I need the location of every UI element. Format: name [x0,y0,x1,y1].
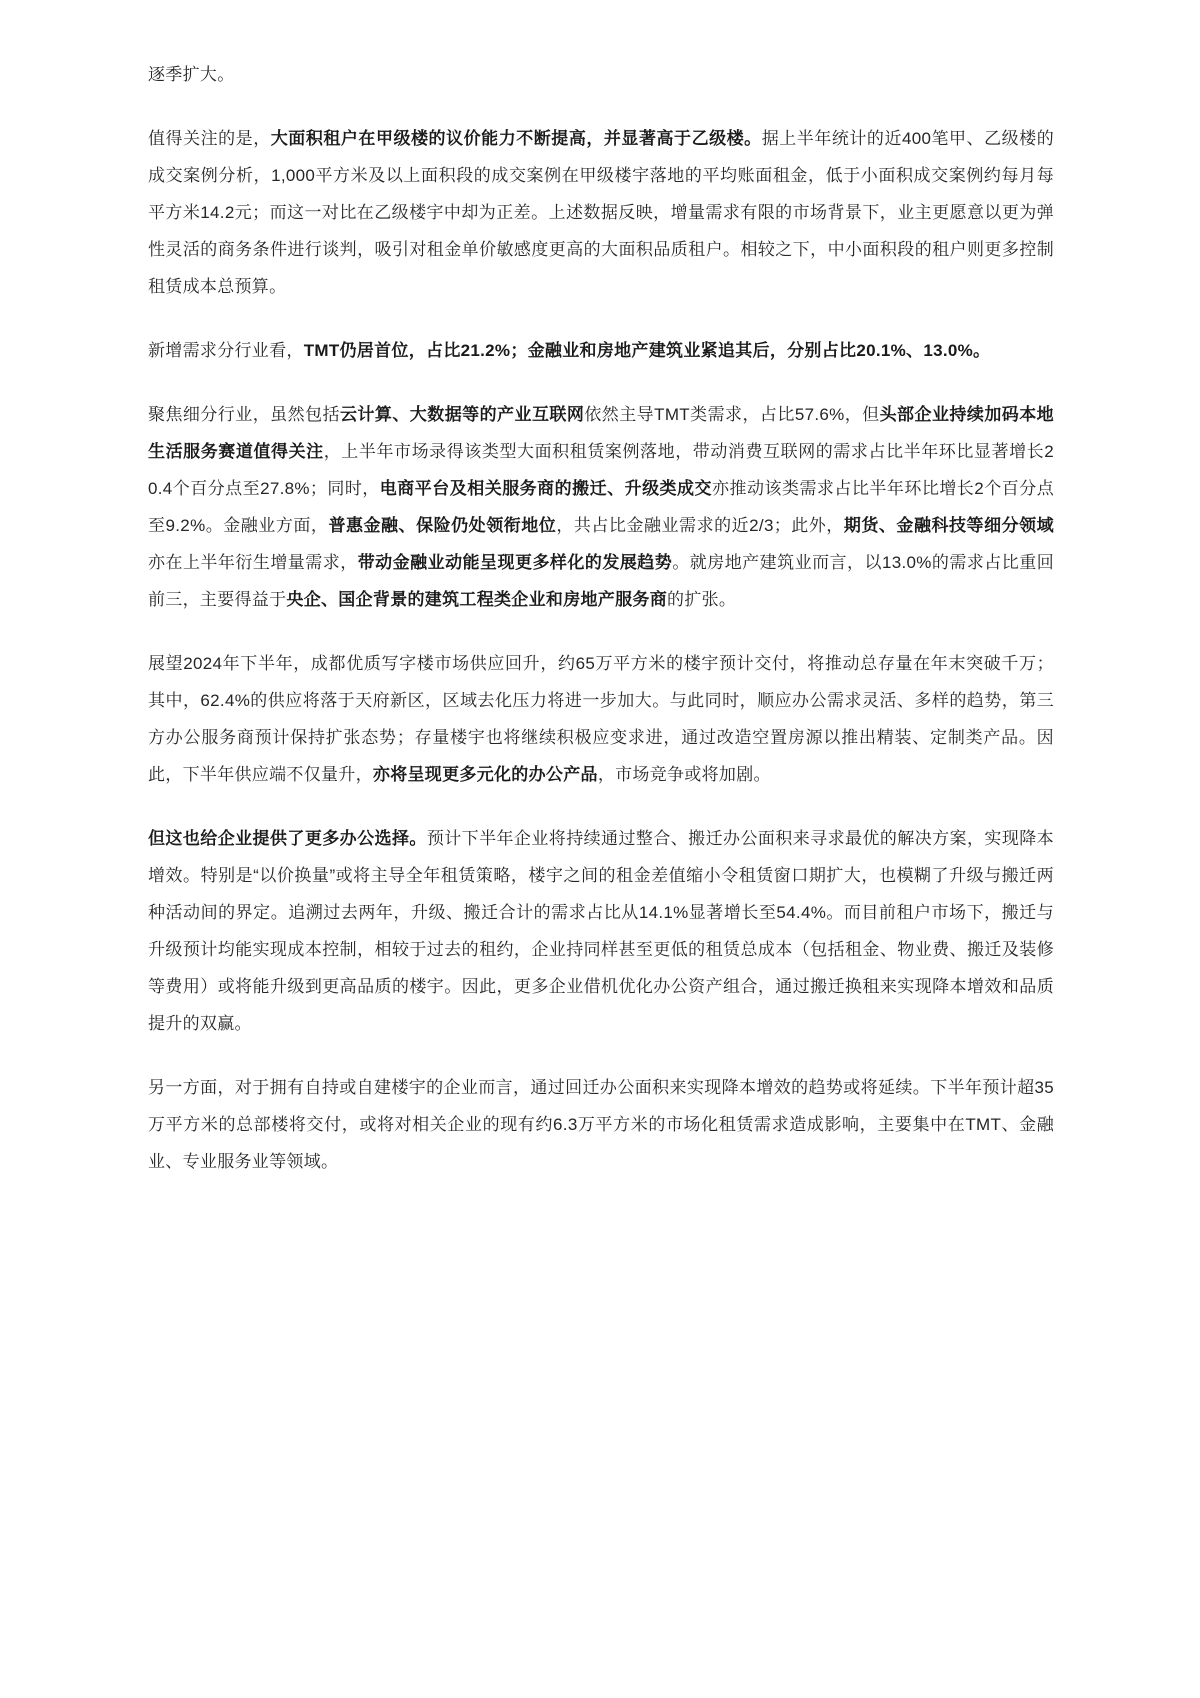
bold-text-run: TMT仍居首位，占比21.2%；金融业和房地产建筑业紧追其后，分别占比20.1%、13.0%。 [303,341,991,360]
document-page [148,56,1054,1207]
bold-text-run: 普惠金融、保险仍处领衔地位 [328,516,557,535]
bold-text-run: 亦将呈现更多元化的办公产品 [372,765,598,784]
bold-text-run: 头部企业持续加码本地生活服务赛道值得关注 [148,405,1054,461]
paragraph [148,56,1054,93]
bold-text-run: 电商平台及相关服务商的搬迁、升级类成交 [379,479,713,498]
text-run: 另一方面，对于拥有自持或自建楼宇的企业而言，通过回迁办公面积来实现降本增效的趋势或将延续。下半年预计超35万平方米的总部楼将交付，或将对相关企业的现有约6.3万平方米的市场化租赁需求造成影响，主要集中在TMT、金融业、专业服务业等领域。 [148,1078,1054,1171]
text-run: 亦在上半年衍生增量需求， [148,553,358,572]
text-run: 据上半年统计的近400笔甲、乙级楼的成交案例分析，1,000平方米及以上面积段的成交案例在甲级楼宇落地的平均账面租金，低于小面积成交案例约每月每平方米14.2元；而这一对比在乙级楼宇中却为正差。上述数据反映，增量需求有限的市场背景下，业主更愿意以更为弹性灵活的商务条件进行谈判，吸引对租金单价敏感度更高的大面积品质租户。相较之下，中小面积段的租户则更多控制租赁成本总预算。 [148,129,1054,296]
paragraph [148,396,1054,618]
text-run: ，上半年市场录得该类型大面积租赁案例落地，带动消费互联网的需求占比半年环比显著增长20.4个百分点至27.8%；同时， [148,442,1054,498]
bold-text-run: 带动金融业动能呈现更多样化的发展趋势 [357,553,673,572]
text-run: ，市场竞争或将加剧。 [597,765,771,784]
bold-text-run: 云计算、大数据等的产业互联网 [339,405,585,424]
text-run: 逐季扩大。 [148,65,235,84]
text-run: 的扩张。 [667,590,737,609]
text-run: 依然主导TMT类需求，占比57.6%，但 [584,405,880,424]
text-run: 聚焦细分行业，虽然包括 [148,405,340,424]
text-run: 预计下半年企业将持续通过整合、搬迁办公面积来寻求最优的解决方案，实现降本增效。特别是“以价换量”或将主导全年租赁策略，楼宇之间的租金差值缩小令租赁窗口期扩大，也模糊了升级与搬迁两种活动间的界定。追溯过去两年，升级、搬迁合计的需求占比从14.1%显著增长至54.4%。而目前租户市场下，搬迁与升级预计均能实现成本控制，相较于过去的租约，企业持同样甚至更低的租赁总成本（包括租金、物业费、搬迁及装修等费用）或将能升级到更高品质的楼宇。因此，更多企业借机优化办公资产组合，通过搬迁换租来实现降本增效和品质提升的双赢。 [148,829,1054,1033]
text-run: 展望2024年下半年，成都优质写字楼市场供应回升，约65万平方米的楼宇预计交付，将推动总存量在年末突破千万；其中，62.4%的供应将落于天府新区，区域去化压力将进一步加大。与此同时，顺应办公需求灵活、多样的趋势，第三方办公服务商预计保持扩张态势；存量楼宇也将继续积极应变求进，通过改造空置房源以推出精装、定制类产品。因此，下半年供应端不仅量升， [148,654,1054,784]
text-run: ，共占比金融业需求的近2/3；此外， [556,516,844,535]
bold-text-run: 大面积租户在甲级楼的议价能力不断提高，并显著高于乙级楼。 [270,129,762,148]
paragraph [148,820,1054,1042]
text-run: 新增需求分行业看， [148,341,304,360]
bold-text-run: 期货、金融科技等细分领域 [843,516,1054,535]
text-run: 值得关注的是， [148,129,271,148]
document-body [148,56,1054,1180]
paragraph [148,332,1054,369]
paragraph [148,1069,1054,1180]
text-run: 亦推动该类需求占比半年环比增长2个百分点至9.2%。金融业方面， [148,479,1054,535]
paragraph [148,120,1054,305]
paragraph [148,645,1054,793]
bold-text-run: 央企、国企背景的建筑工程类企业和房地产服务商 [286,590,668,609]
bold-text-run: 但这也给企业提供了更多办公选择。 [148,829,427,848]
text-run: 。就房地产建筑业而言，以13.0%的需求占比重回前三，主要得益于 [148,553,1054,609]
